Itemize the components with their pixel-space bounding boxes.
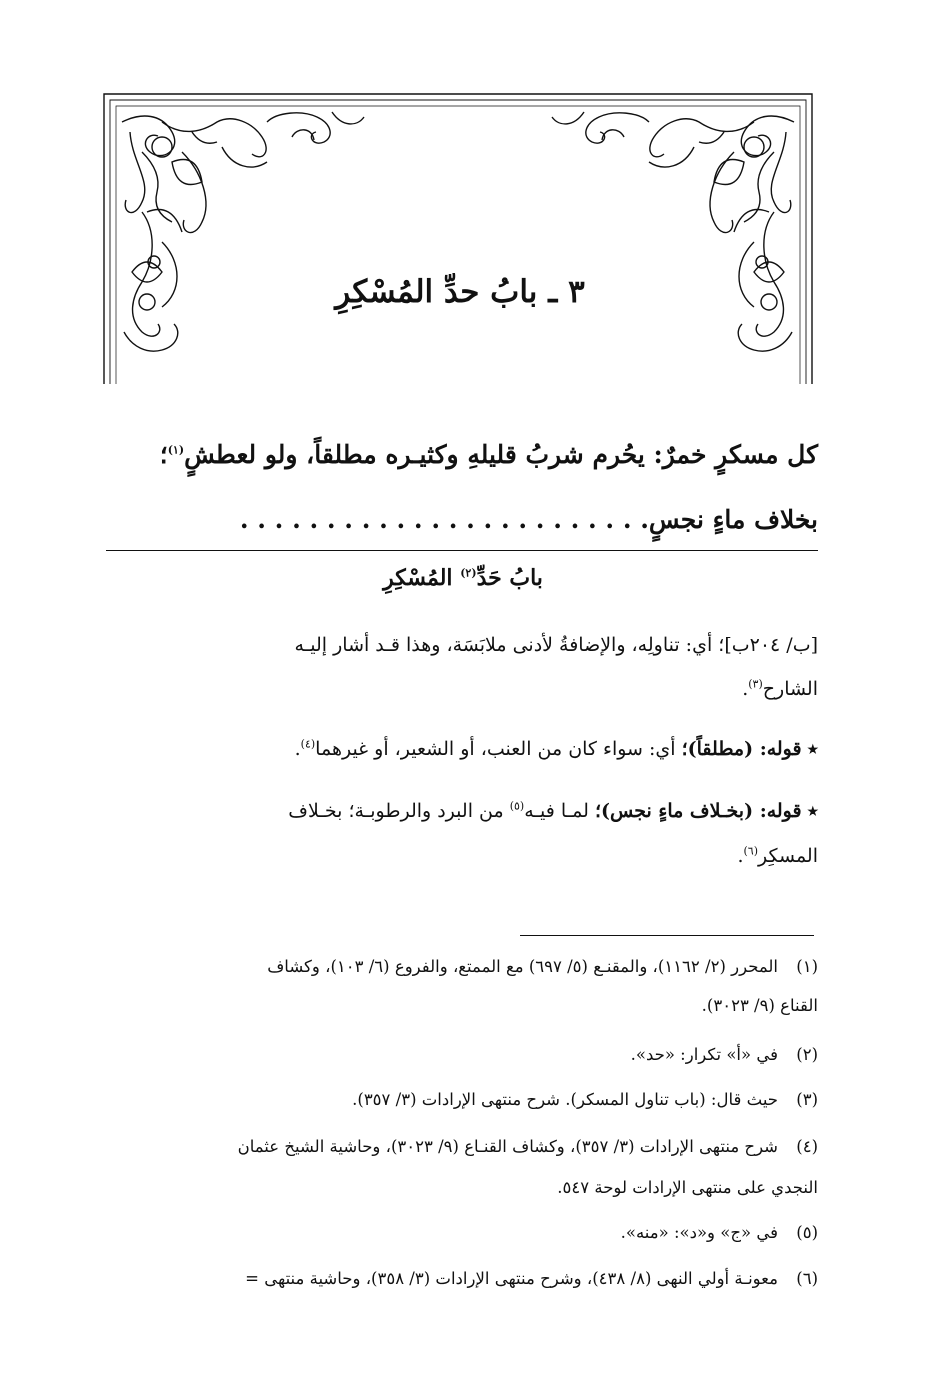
footnote-number: (٤) — [796, 1137, 818, 1156]
sharh-para-1: [ب/ ٢٠٤ب]؛ أي: تناولِه، والإضافةُ لأدنى ملابَسَة، وهذا قـد أشار إليـه — [294, 634, 818, 656]
footnote-ref-1: (١) — [167, 443, 185, 457]
chapter-frame — [102, 92, 814, 384]
quote-label-2: قوله: (بخـلاف ماءٍ نجس)؛ — [595, 800, 802, 822]
quote-label-1: قوله: (مطلقاً)؛ — [681, 738, 802, 760]
quote-2-line2-end: . — [737, 845, 744, 867]
star-bullet-icon: ٭ — [807, 738, 818, 760]
matn-punct-1: ؛ — [159, 440, 168, 469]
sharh-heading — [108, 565, 818, 591]
footnote-number: (٢) — [796, 1045, 818, 1064]
footnote-number: (٦) — [796, 1269, 818, 1288]
footnote-ref-4: (٤) — [300, 737, 316, 751]
footnote-5 — [108, 1223, 818, 1242]
matn-text-1: كل مسكرٍ خمرٌ: يحُرم شربُ قليلهِ وكثيـره مطلقاً، ولو لعطشٍ — [184, 440, 818, 469]
footnote-6 — [108, 1269, 818, 1288]
sharh-p2-text: الشارح — [762, 678, 818, 700]
footnote-2 — [108, 1045, 818, 1064]
chapter-title: ٣ ـ بابُ حدِّ المُسْكِرِ — [335, 274, 585, 310]
sharh-quote-2 — [108, 800, 818, 822]
sharh-heading-a: بابُ حَدِّ — [476, 565, 543, 591]
quote-end-1: . — [294, 738, 301, 760]
quote-text-1: أي: سواء كان من العنب، أو الشعير، أو غيرهما — [315, 738, 682, 760]
footnote-ref-2: (٢) — [460, 566, 477, 580]
footnote-text: في «أ» تكرار: «حد». — [630, 1045, 778, 1064]
footnote-text: شرح منتهى الإرادات (٣/ ٣٥٧)، وكشاف القنـاع (٩/ ٣٠٢٣)، وحاشية الشيخ عثمان — [237, 1137, 778, 1156]
quote-text-2a: لمـا فيـه — [524, 800, 595, 822]
footnote-text: معونـة أولي النهى (٨/ ٤٣٨)، وشرح منتهى الإرادات (٣/ ٣٥٨)، وحاشية منتهى = — [245, 1269, 778, 1288]
quote-2-line2: المسكِر — [758, 845, 818, 867]
footnote-number: (٥) — [796, 1223, 818, 1242]
footnote-4-cont: النجدي على منتهى الإرادات لوحة ٥٤٧. — [557, 1178, 818, 1197]
footnote-number: (١) — [796, 957, 818, 976]
sharh-p2-end: . — [742, 678, 749, 700]
matn-line-1 — [108, 440, 818, 469]
left-ornament — [122, 112, 364, 351]
sharh-quote-2-end — [108, 845, 818, 867]
footnote-text: المحرر (٢/ ١١٦٢)، والمقنـع (٥/ ٦٩٧) مع الممتع، والفروع (٦/ ١٠٣)، وكشاف — [267, 957, 778, 976]
footnote-text: حيث قال: (باب تناول المسكر). شرح منتهى الإرادات (٣/ ٣٥٧). — [352, 1090, 778, 1109]
matn-divider — [106, 550, 818, 551]
matn-line-2: بخلاف ماءٍ نجسٍ. . . . . . . . . . . . . . . . . . . . . . . . — [239, 505, 818, 534]
sharh-heading-b: المُسْكِرِ — [383, 565, 461, 591]
footnote-ref-5: (٥) — [509, 799, 525, 813]
footnote-4 — [108, 1137, 818, 1156]
footnote-ref-3: (٣) — [748, 677, 763, 691]
footnote-ref-6: (٦) — [743, 844, 759, 858]
sharh-para-1-end — [108, 678, 818, 700]
footnote-text: في «ج» و«د»: «منه». — [620, 1223, 778, 1242]
footnote-number: (٣) — [796, 1090, 818, 1109]
footnote-3 — [108, 1090, 818, 1109]
footnote-1-cont: القناع (٩/ ٣٠٢٣). — [701, 996, 818, 1015]
quote-text-2b: من البرد والرطوبـة؛ بخـلاف — [288, 800, 510, 822]
right-ornament — [552, 112, 794, 351]
star-bullet-icon: ٭ — [807, 800, 818, 822]
ornament-frame-icon — [102, 92, 814, 384]
footnote-divider — [520, 935, 814, 936]
sharh-quote-1 — [108, 738, 818, 760]
footnote-1 — [108, 957, 818, 976]
